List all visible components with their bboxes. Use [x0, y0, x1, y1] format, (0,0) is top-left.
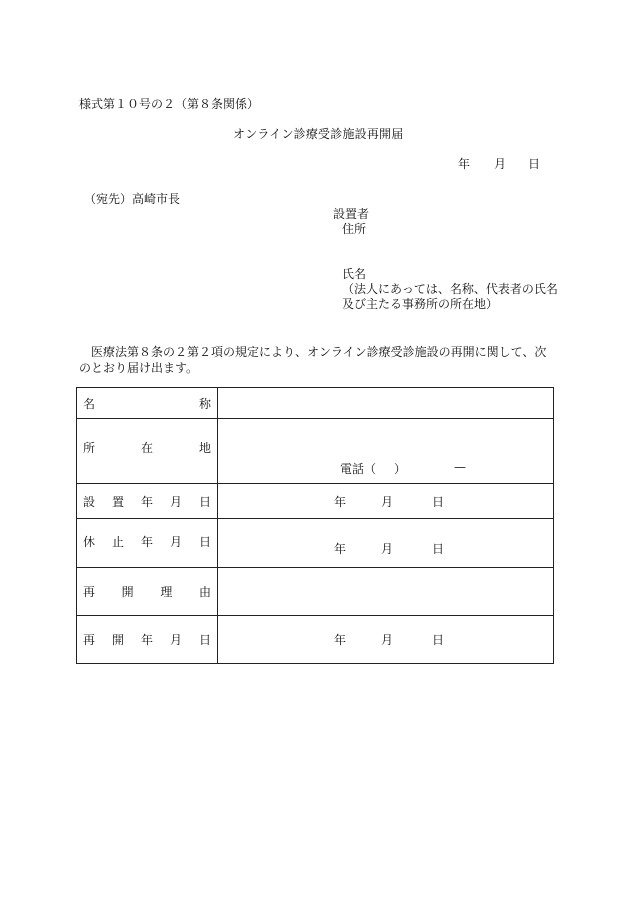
date-day: 日	[528, 157, 541, 171]
table-row-reopen-date	[77, 616, 554, 664]
table-row-establish-date	[77, 484, 554, 519]
establish-date-field[interactable]	[218, 484, 554, 519]
label-char: 理	[160, 585, 173, 599]
date-month: 月	[494, 157, 507, 171]
label-name	[77, 388, 218, 419]
label-char: 月	[169, 633, 182, 647]
submission-date	[458, 155, 540, 172]
label-char: 在	[140, 440, 153, 455]
label-char: 年	[140, 494, 153, 509]
label-char: 所	[83, 440, 96, 455]
label-char: 月	[169, 494, 182, 509]
label-char: 止	[111, 535, 124, 549]
label-char: 由	[198, 585, 211, 599]
date-year: 年	[458, 157, 471, 171]
info-table	[76, 387, 554, 664]
phone-line	[340, 460, 466, 477]
addressee: （宛先）高崎市長	[84, 192, 181, 206]
day-label: 日	[432, 542, 445, 556]
applicant-block	[333, 207, 558, 312]
name-value-field[interactable]	[218, 388, 554, 419]
month-label: 月	[381, 633, 394, 647]
label-char: 置	[111, 494, 124, 509]
corporate-note-line1: （法人にあっては、名称、代表者の氏名	[342, 282, 558, 296]
label-char: 再	[83, 585, 96, 599]
label-location	[77, 419, 218, 484]
applicant-role: 設置者	[333, 207, 370, 221]
label-char: 称	[198, 396, 211, 411]
label-char: 月	[169, 535, 182, 549]
label-char: 開	[111, 633, 124, 647]
label-char: 地	[198, 440, 211, 455]
label-char: 日	[198, 633, 211, 647]
label-char: 日	[198, 535, 211, 549]
body-text: 医療法第８条の２第２項の規定により、オンライン診療受診施設の再開に関して、次のとおり届け出ます。	[79, 345, 547, 375]
corporate-note-line2: 及び主たる事務所の所在地）	[342, 297, 499, 311]
form-number: 様式第１０号の２（第８条関係）	[79, 97, 260, 111]
phone-dash: —	[454, 460, 466, 474]
document-title: オンライン診療受診施設再開届	[233, 127, 404, 141]
table-row-suspend-date	[77, 519, 554, 568]
month-label: 月	[381, 542, 394, 556]
label-char: 日	[198, 494, 211, 509]
phone-label: 電話（	[340, 462, 377, 476]
reopen-reason-field[interactable]	[218, 568, 554, 616]
label-char: 名	[83, 396, 96, 411]
year-label: 年	[334, 542, 347, 556]
label-char: 再	[83, 633, 96, 647]
day-label: 日	[432, 633, 445, 647]
label-establish-date	[77, 484, 218, 519]
phone-close: ）	[394, 462, 407, 476]
name-label: 氏名	[342, 267, 367, 281]
label-char: 開	[121, 585, 134, 599]
year-label: 年	[334, 494, 347, 509]
month-label: 月	[381, 494, 394, 509]
reopen-date-field[interactable]	[218, 616, 554, 664]
location-value-field[interactable]	[218, 419, 554, 484]
table-row-name	[77, 388, 554, 419]
label-char: 年	[140, 535, 153, 549]
suspend-date-field[interactable]	[218, 519, 554, 568]
table-row-reopen-reason	[77, 568, 554, 616]
label-char: 年	[140, 633, 153, 647]
table-row-location	[77, 419, 554, 484]
year-label: 年	[334, 633, 347, 647]
address-label: 住所	[342, 222, 367, 236]
label-reopen-reason	[77, 568, 218, 616]
label-suspend-date	[77, 519, 218, 568]
label-char: 設	[83, 494, 96, 509]
day-label: 日	[432, 494, 445, 509]
label-char: 休	[83, 535, 96, 549]
label-reopen-date	[77, 616, 218, 664]
